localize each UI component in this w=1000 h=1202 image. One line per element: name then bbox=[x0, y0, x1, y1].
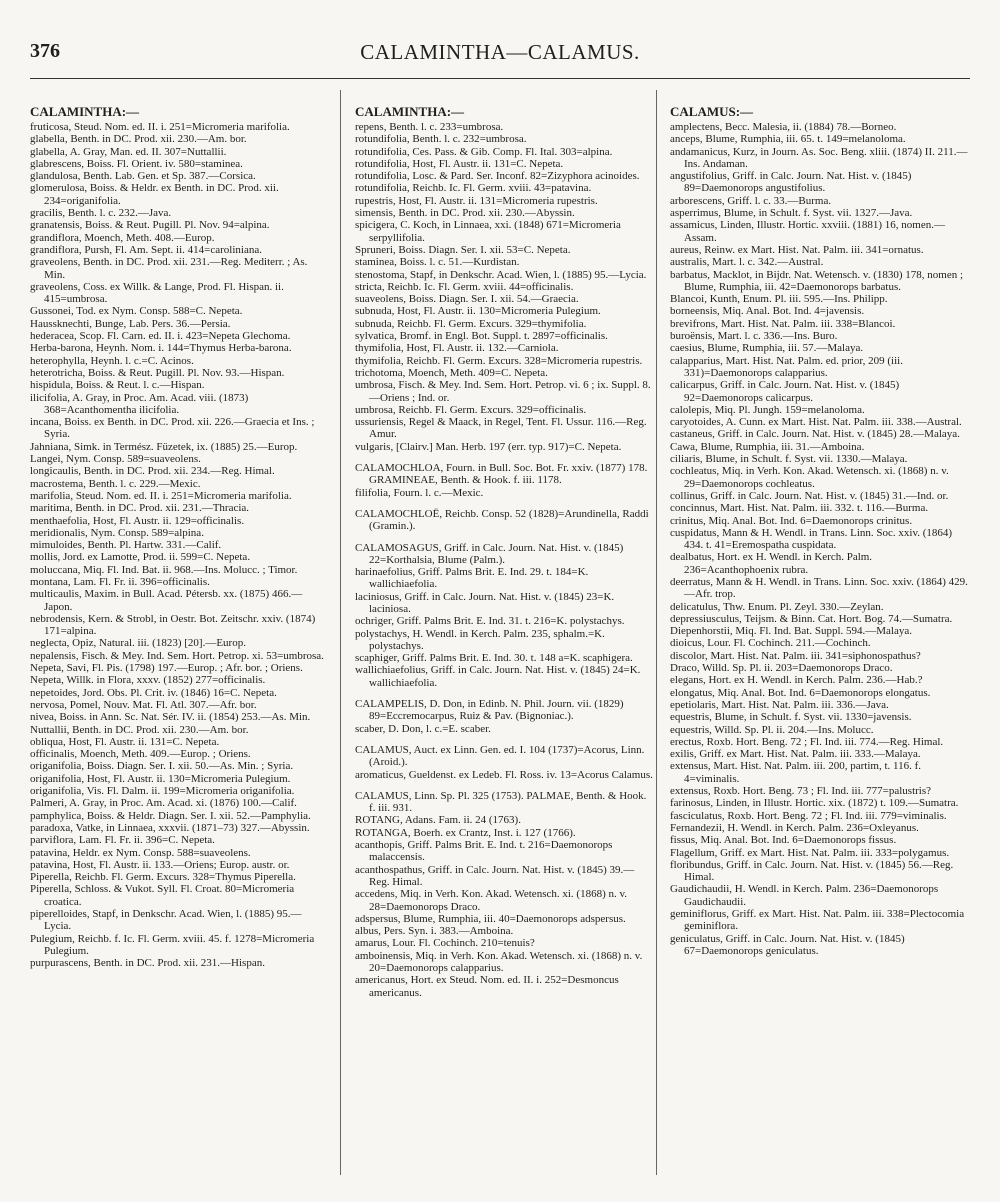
index-entry: crinitus, Miq. Anal. Bot. Ind. 6=Daemonorops crinitus. bbox=[670, 514, 913, 527]
index-entry: incana, Boiss. ex Benth. in DC. Prod. xii. 226.—Graecia et Ins. ; Syria. bbox=[30, 416, 315, 441]
index-entry: montana, Lam. Fl. Fr. ii. 396=officinalis. bbox=[30, 575, 210, 588]
index-entry: elongatus, Miq. Anal. Bot. Ind. 6=Daemonorops elongatus. bbox=[670, 686, 931, 699]
genus-entry: CALAMUS, Auct. ex Linn. Gen. ed. I. 104 (1737)=Acorus, Linn. (Aroid.). bbox=[355, 743, 645, 769]
index-entry: acanthospathus, Griff. in Calc. Journ. Nat. Hist. v. (1845) 39.—Reg. Himal. bbox=[355, 863, 635, 888]
index-entry: thymifolia, Reichb. Fl. Germ. Excurs. 328=Micromeria rupestris. bbox=[355, 354, 643, 367]
index-entry: equestris, Blume, in Schult. f. Syst. vii. 1330=javensis. bbox=[670, 711, 912, 724]
index-entry: staminea, Boiss. l. c. 51.—Kurdistan. bbox=[355, 256, 520, 269]
index-entry: hispidula, Boiss. & Reut. l. c.—Hispan. bbox=[30, 379, 205, 392]
index-entry: Piperella, Reichb. Fl. Germ. Excurs. 328=Thymus Piperella. bbox=[30, 871, 296, 884]
genus-entry: CALAMOCHLOË, Reichb. Consp. 52 (1828)=Arundinella, Raddi (Gramin.). bbox=[355, 507, 649, 533]
index-entry: nepetoides, Jord. Obs. Pl. Crit. iv. (1846) 16=C. Nepeta. bbox=[30, 686, 277, 699]
index-entry: Flagellum, Griff. ex Mart. Hist. Nat. Palm. iii. 333=polygamus. bbox=[670, 846, 950, 859]
index-entry: Nepeta, Willk. in Flora, xxxv. (1852) 277=officinalis. bbox=[30, 674, 266, 687]
index-entry: Gaudichaudii, H. Wendl. in Kerch. Palm. 236=Daemonorops Gaudichaudii. bbox=[670, 883, 939, 908]
index-entry: fissus, Miq. Anal. Bot. Ind. 6=Daemonorops fissus. bbox=[670, 834, 897, 847]
index-entry: Nepeta, Savi, Fl. Pis. (1798) 197.—Europ. ; Afr. bor. ; Oriens. bbox=[30, 662, 303, 675]
index-entry: epetiolaris, Mart. Hist. Nat. Palm. iii. 336.—Java. bbox=[670, 698, 889, 711]
index-entry: exilis, Griff. ex Mart. Hist. Nat. Palm. iii. 333.—Malaya. bbox=[670, 748, 921, 761]
index-entry: spicigera, C. Koch, in Linnaea, xxi. (1848) 671=Micromeria serpyllifolia. bbox=[355, 219, 621, 244]
index-entry: amboinensis, Miq. in Verh. Kon. Akad. Wetensch. xi. (1868) n. v. 20=Daemonorops calapparius. bbox=[355, 949, 643, 974]
index-entry: gracilis, Benth. l. c. 232.—Java. bbox=[30, 207, 172, 220]
index-entry: erectus, Roxb. Hort. Beng. 72 ; Fl. Ind. iii. 774.—Reg. Himal. bbox=[670, 735, 944, 748]
index-entry: barbatus, Macklot, in Bijdr. Nat. Wetensch. v. (1830) 178, nomen ; Blume, Rumphia, iii. 42=Daemonorops barbatus. bbox=[670, 268, 964, 293]
index-entry: discolor, Mart. Hist. Nat. Palm. iii. 341=siphonospathus? bbox=[670, 649, 921, 662]
index-entry: caesius, Blume, Rumphia, iii. 57.—Malaya. bbox=[670, 342, 864, 355]
genus-entry: CALAMOSAGUS, Griff. in Calc. Journ. Nat. Hist. v. (1845) 22=Korthalsia, Blume (Palm.). bbox=[355, 541, 624, 566]
index-entry: glabrescens, Boiss. Fl. Orient. iv. 580=staminea. bbox=[30, 157, 243, 170]
index-entry: heterotricha, Boiss. & Reut. Pugill. Pl. Nov. 93.—Hispan. bbox=[30, 366, 285, 379]
genus-entry: CALAMUS, Linn. Sp. Pl. 325 (1753). PALMAE, Benth. & Hook. f. iii. 931. bbox=[355, 789, 647, 815]
genus-heading: CALAMINTHA:— bbox=[355, 104, 465, 119]
index-entry: cochleatus, Miq. in Verh. Kon. Akad. Wetensch. xi. (1868) n. v. 29=Daemonorops cochleatus. bbox=[670, 465, 949, 490]
index-entry: heterophylla, Heynh. l. c.=C. Acinos. bbox=[30, 354, 194, 367]
index-entry: glabella, Benth. in DC. Prod. xii. 230.—Am. bor. bbox=[30, 133, 247, 146]
index-entry: rotundifolia, Benth. l. c. 232=umbrosa. bbox=[355, 133, 527, 146]
index-entry: nervosa, Pomel, Nouv. Mat. Fl. Atl. 307.—Afr. bor. bbox=[30, 698, 257, 711]
index-entry: rotundifolia, Reichb. Ic. Fl. Germ. xviii. 43=patavina. bbox=[355, 182, 592, 195]
column-divider bbox=[340, 90, 341, 1175]
index-entry: Nuttallii, Benth. in DC. Prod. xii. 230.—Am. bor. bbox=[30, 723, 249, 736]
index-entry: harinaefolius, Griff. Palms Brit. E. Ind. 29. t. 184=K. wallichiaefolia. bbox=[355, 566, 589, 591]
index-entry: vulgaris, [Clairv.] Man. Herb. 197 (err. typ. 917)=C. Nepeta. bbox=[355, 440, 622, 453]
index-entry: extensus, Mart. Hist. Nat. Palm. iii. 200, partim, t. 116. f. 4=viminalis. bbox=[670, 760, 922, 785]
index-entry: concinnus, Mart. Hist. Nat. Palm. iii. 332. t. 116.—Burma. bbox=[670, 502, 929, 515]
index-entry: suaveolens, Boiss. Diagn. Ser. I. xii. 54.—Graecia. bbox=[355, 293, 579, 306]
index-entry: collinus, Griff. in Calc. Journ. Nat. Hist. v. (1845) 31.—Ind. or. bbox=[670, 489, 949, 502]
index-entry: Gussonei, Tod. ex Nym. Consp. 588=C. Nepeta. bbox=[30, 305, 243, 318]
index-entry: Piperella, Schloss. & Vukot. Syll. Fl. Croat. 80=Micromeria croatica. bbox=[30, 883, 295, 908]
index-entry: dealbatus, Hort. ex H. Wendl. in Kerch. Palm. 236=Acanthophoenix rubra. bbox=[670, 551, 873, 576]
index-entry: pamphylica, Boiss. & Heldr. Diagn. Ser. I. xii. 52.—Pamphylia. bbox=[30, 809, 311, 822]
index-entry: stricta, Reichb. Ic. Fl. Germ. xviii. 44=officinalis. bbox=[355, 280, 574, 293]
index-entry: origanifolia, Vis. Fl. Dalm. ii. 199=Micromeria origanifolia. bbox=[30, 785, 295, 798]
column-2 bbox=[355, 92, 653, 1172]
index-entry: calicarpus, Griff. in Calc. Journ. Nat. Hist. v. (1845) 92=Daemonorops calicarpus. bbox=[670, 379, 900, 404]
index-entry: Blancoi, Kunth, Enum. Pl. iii. 595.—Ins. Philipp. bbox=[670, 293, 888, 306]
index-entry: patavina, Host, Fl. Austr. ii. 133.—Oriens; Europ. austr. or. bbox=[30, 858, 290, 871]
index-entry: glabella, A. Gray, Man. ed. II. 307=Nuttallii. bbox=[30, 145, 227, 158]
index-entry: adspersus, Blume, Rumphia, iii. 40=Daemonorops adspersus. bbox=[355, 912, 626, 925]
index-entry: hederacea, Scop. Fl. Carn. ed. II. i. 423=Nepeta Glechoma. bbox=[30, 330, 291, 343]
genus-entry: CALAMPELIS, D. Don, in Edinb. N. Phil. Journ. vii. (1829) 89=Eccremocarpus, Ruiz & Pav. (Bignoniac.). bbox=[355, 698, 624, 723]
index-entry: caryotoides, A. Cunn. ex Mart. Hist. Nat. Palm. iii. 338.—Austral. bbox=[670, 416, 962, 429]
index-entry: paradoxa, Vatke, in Linnaea, xxxvii. (1871–73) 327.—Abyssin. bbox=[30, 821, 310, 834]
index-entry: americanus, Hort. ex Steud. Nom. ed. II. i. 252=Desmoncus americanus. bbox=[355, 974, 619, 999]
index-entry: rotundifolia, Losc. & Pard. Ser. Inconf. 82=Zizyphora acinoides. bbox=[355, 170, 640, 183]
index-entry: rotundifolia, Ces. Pass. & Gib. Comp. Fl. Ital. 303=alpina. bbox=[355, 145, 613, 158]
index-entry: ussuriensis, Regel & Maack, in Regel, Tent. Fl. Ussur. 116.—Reg. Amur. bbox=[355, 416, 647, 441]
index-entry: trichotoma, Moench, Meth. 409=C. Nepeta. bbox=[355, 366, 548, 379]
index-entry: amplectens, Becc. Malesia, ii. (1884) 78.—Borneo. bbox=[670, 121, 897, 133]
column-3 bbox=[670, 92, 968, 1172]
index-entry: obliqua, Host, Fl. Austr. ii. 131=C. Nepeta. bbox=[30, 735, 220, 748]
index-entry: piperelloides, Stapf, in Denkschr. Acad. Wien, l. (1885) 95.—Lycia. bbox=[30, 908, 302, 933]
index-entry: origanifolia, Boiss. Diagn. Ser. I. xii. 50.—As. Min. ; Syria. bbox=[30, 760, 294, 773]
index-entry: arborescens, Griff. l. c. 33.—Burma. bbox=[670, 194, 832, 207]
index-entry: Pulegium, Reichb. f. Ic. Fl. Germ. xviii. 45. f. 1278=Micromeria Pulegium. bbox=[30, 932, 315, 957]
index-entry: mimuloides, Benth. Pl. Hartw. 331.—Calif. bbox=[30, 539, 222, 552]
index-entry: marifolia, Steud. Nom. ed. II. i. 251=Micromeria marifolia. bbox=[30, 489, 292, 502]
index-entry: equestris, Willd. Sp. Pl. ii. 204.—Ins. Molucc. bbox=[670, 723, 874, 736]
index-entry: wallichiaefolius, Griff. in Calc. Journ. Nat. Hist. v. (1845) 24=K. wallichiaefolia. bbox=[355, 664, 641, 689]
index-entry: ochriger, Griff. Palms Brit. E. Ind. 31. t. 216=K. polystachys. bbox=[355, 615, 625, 628]
index-entry: Jahniana, Simk. in Termész. Füzetek, ix. (1885) 25.—Europ. bbox=[30, 440, 298, 453]
index-entry: angustifolius, Griff. in Calc. Journ. Nat. Hist. v. (1845) 89=Daemonorops angustifolius. bbox=[670, 170, 912, 195]
column-1 bbox=[30, 92, 328, 1172]
index-entry: geniculatus, Griff. in Calc. Journ. Nat. Hist. v. (1845) 67=Daemonorops geniculatus. bbox=[670, 932, 905, 957]
index-entry: dioicus, Lour. Fl. Cochinch. 211.—Cochinch. bbox=[670, 637, 871, 650]
index-entry: subnuda, Reichb. Fl. Germ. Excurs. 329=thymifolia. bbox=[355, 317, 587, 330]
index-entry: depressiusculus, Teijsm. & Binn. Cat. Hort. Bog. 74.—Sumatra. bbox=[670, 612, 953, 625]
index-entry: cuspidatus, Mann & H. Wendl. in Trans. Linn. Soc. xxiv. (1864) 434. t. 41=Eremospatha cuspidata. bbox=[670, 526, 953, 552]
index-entry: fruticosa, Steud. Nom. ed. II. i. 251=Micromeria marifolia. bbox=[30, 121, 290, 133]
index-entry: extensus, Roxb. Hort. Beng. 73 ; Fl. Ind. iii. 777=palustris? bbox=[670, 785, 932, 798]
index-entry: delicatulus, Thw. Enum. Pl. Zeyl. 330.—Zeylan. bbox=[670, 600, 884, 613]
index-entry: ciliaris, Blume, in Schult. f. Syst. vii. 1330.—Malaya. bbox=[670, 453, 908, 466]
index-entry: menthaefolia, Host, Fl. Austr. ii. 129=officinalis. bbox=[30, 514, 245, 527]
index-entry: meridionalis, Nym. Consp. 589=alpina. bbox=[30, 526, 204, 539]
index-entry: rupestris, Host, Fl. Austr. ii. 131=Micromeria rupestris. bbox=[355, 194, 598, 207]
index-entry: scaber, D. Don, l. c.=E. scaber. bbox=[355, 722, 491, 735]
genus-entry: CALAMOCHLOA, Fourn. in Bull. Soc. Bot. Fr. xxiv. (1877) 178. GRAMINEAE, Benth. & Hook. f. iii. 1178. bbox=[355, 462, 648, 487]
index-entry: elegans, Hort. ex H. Wendl. in Kerch. Palm. 236.—Hab.? bbox=[670, 674, 923, 687]
page-header bbox=[0, 40, 1000, 70]
index-entry: andamanicus, Kurz, in Journ. As. Soc. Beng. xliii. (1874) II. 211.—Ins. Andaman. bbox=[670, 145, 968, 170]
index-entry: borneensis, Miq. Anal. Bot. Ind. 4=javensis. bbox=[670, 305, 865, 318]
index-entry: nepalensis, Fisch. & Mey. Ind. Sem. Hort. Petrop. xi. 53=umbrosa. bbox=[30, 649, 324, 662]
page-number: 376 bbox=[30, 40, 60, 62]
index-entry: simensis, Benth. in DC. Prod. xii. 230.—Abyssin. bbox=[355, 207, 575, 220]
index-entry: laciniosus, Griff. in Calc. Journ. Nat. Hist. v. (1845) 23=K. laciniosa. bbox=[355, 590, 615, 615]
index-entry: Herba-barona, Heynh. Nom. i. 144=Thymus Herba-barona. bbox=[30, 342, 292, 355]
index-entry: macrostema, Benth. l. c. 229.—Mexic. bbox=[30, 477, 201, 490]
index-entry: albus, Pers. Syn. i. 383.—Amboina. bbox=[355, 925, 514, 938]
index-entry: rotundifolia, Host, Fl. Austr. ii. 131=C. Nepeta. bbox=[355, 157, 564, 170]
index-entry: assamicus, Linden, Illustr. Hortic. xxviii. (1881) 16, nomen.—Assam. bbox=[670, 219, 945, 244]
index-entry: moluccana, Miq. Fl. Ind. Bat. ii. 968.—Ins. Molucc. ; Timor. bbox=[30, 563, 298, 576]
index-entry: deerratus, Mann & H. Wendl. in Trans. Linn. Soc. xxiv. (1864) 429.—Afr. trop. bbox=[670, 575, 968, 601]
index-entry: filifolia, Fourn. l. c.—Mexic. bbox=[355, 486, 484, 499]
index-entry: anceps, Blume, Rumphia, iii. 65. t. 149=melanoloma. bbox=[670, 133, 906, 146]
index-entry: ROTANGA, Boerh. ex Crantz, Inst. i. 127 (1766). bbox=[355, 826, 576, 839]
index-entry: graveolens, Benth. in DC. Prod. xii. 231.—Reg. Mediterr. ; As. Min. bbox=[30, 256, 308, 281]
column-divider bbox=[656, 90, 657, 1175]
index-entry: scaphiger, Griff. Palms Brit. E. Ind. 30. t. 148 a=K. scaphigera. bbox=[355, 652, 633, 665]
running-head: CALAMINTHA—CALAMUS. bbox=[360, 40, 640, 64]
index-entry: Fernandezii, H. Wendl. in Kerch. Palm. 236=Oxleyanus. bbox=[670, 821, 919, 834]
index-entry: neglecta, Opiz, Natural. iii. (1823) [20].—Europ. bbox=[30, 637, 246, 650]
index-entry: aromaticus, Gueldenst. ex Ledeb. Fl. Ross. iv. 13=Acorus Calamus. bbox=[355, 768, 653, 781]
index-entry: thymifolia, Host, Fl. Austr. ii. 132.—Carniola. bbox=[355, 342, 559, 355]
index-entry: nivea, Boiss. in Ann. Sc. Nat. Sér. IV. ii. (1854) 253.—As. Min. bbox=[30, 711, 311, 724]
index-entry: glandulosa, Benth. Lab. Gen. et Sp. 387.—Corsica. bbox=[30, 170, 256, 183]
index-entry: nebrodensis, Kern. & Strobl, in Oestr. Bot. Zeitschr. xxiv. (1874) 171=alpina. bbox=[30, 612, 316, 638]
index-entry: multicaulis, Maxim. in Bull. Acad. Pétersb. xx. (1875) 466.—Japon. bbox=[30, 588, 303, 613]
index-entry: buroënsis, Mart. l. c. 336.—Ins. Buro. bbox=[670, 330, 838, 343]
index-entry: graveolens, Coss. ex Willk. & Lange, Prod. Fl. Hispan. ii. 415=umbrosa. bbox=[30, 280, 284, 306]
index-entry: officinalis, Moench, Meth. 409.—Europ. ; Oriens. bbox=[30, 748, 251, 761]
index-entry: stenostoma, Stapf, in Denkschr. Acad. Wien, l. (1885) 95.—Lycia. bbox=[355, 268, 647, 281]
index-entry: floribundus, Griff. in Calc. Journ. Nat. Hist. v. (1845) 56.—Reg. Himal. bbox=[670, 858, 954, 884]
index-entry: umbrosa, Reichb. Fl. Germ. Excurs. 329=officinalis. bbox=[355, 403, 587, 416]
index-entry: patavina, Heldr. ex Nym. Consp. 588=suaveolens. bbox=[30, 846, 251, 859]
index-entry: longicaulis, Benth. in DC. Prod. xii. 234.—Reg. Himal. bbox=[30, 465, 275, 478]
index-entry: acanthopis, Griff. Palms Brit. E. Ind. t. 216=Daemonorops malaccensis. bbox=[355, 839, 613, 864]
index-entry: umbrosa, Fisch. & Mey. Ind. Sem. Hort. Petrop. vi. 6 ; ix. Suppl. 8.—Oriens ; Ind. or. bbox=[355, 379, 651, 404]
index-entry: castaneus, Griff. in Calc. Journ. Nat. Hist. v. (1845) 28.—Malaya. bbox=[670, 428, 960, 441]
index-entry: glomerulosa, Boiss. & Heldr. ex Benth. in DC. Prod. xii. 234=origanifolia. bbox=[30, 182, 279, 207]
index-entry: subnuda, Host, Fl. Austr. ii. 130=Micromeria Pulegium. bbox=[355, 305, 601, 318]
index-entry: granatensis, Boiss. & Reut. Pugill. Pl. Nov. 94=alpina. bbox=[30, 219, 270, 232]
index-entry: amarus, Lour. Fl. Cochinch. 210=tenuis? bbox=[355, 937, 535, 950]
index-entry: aureus, Reinw. ex Mart. Hist. Nat. Palm. iii. 341=ornatus. bbox=[670, 243, 924, 256]
index-entry: grandiflora, Pursh, Fl. Am. Sept. ii. 414=caroliniana. bbox=[30, 243, 262, 256]
index-entry: Cawa, Blume, Rumphia, iii. 31.—Amboina. bbox=[670, 440, 865, 453]
index-entry: grandiflora, Moench, Meth. 408.—Europ. bbox=[30, 231, 215, 244]
index-entry: ROTANG, Adans. Fam. ii. 24 (1763). bbox=[355, 814, 521, 827]
index-entry: geminiflorus, Griff. ex Mart. Hist. Nat. Palm. iii. 338=Plectocomia geminiflora. bbox=[670, 908, 965, 933]
index-entry: Draco, Willd. Sp. Pl. ii. 203=Daemonorops Draco. bbox=[670, 662, 893, 675]
index-entry: brevifrons, Mart. Hist. Nat. Palm. iii. 338=Blancoi. bbox=[670, 317, 896, 330]
index-entry: sylvatica, Bromf. in Engl. Bot. Suppl. t. 2897=officinalis. bbox=[355, 330, 608, 343]
index-entry: mollis, Jord. ex Lamotte, Prod. ii. 599=C. Nepeta. bbox=[30, 551, 251, 564]
index-entry: calapparius, Mart. Hist. Nat. Palm. ed. prior, 209 (iii. 331)=Daemonorops calapparius. bbox=[670, 354, 903, 379]
genus-heading: CALAMUS:— bbox=[670, 104, 754, 119]
index-entry: Diepenhorstii, Miq. Fl. Ind. Bat. Suppl. 594.—Malaya. bbox=[670, 625, 912, 638]
index-entry: maritima, Benth. in DC. Prod. xii. 231.—Thracia. bbox=[30, 502, 250, 515]
index-entry: calolepis, Miq. Pl. Jungh. 159=melanoloma. bbox=[670, 403, 865, 416]
index-entry: origanifolia, Host, Fl. Austr. ii. 130=Micromeria Pulegium. bbox=[30, 772, 291, 785]
index-entry: parviflora, Lam. Fl. Fr. ii. 396=C. Nepeta. bbox=[30, 834, 215, 847]
index-entry: asperrimus, Blume, in Schult. f. Syst. vii. 1327.—Java. bbox=[670, 207, 913, 220]
header-rule bbox=[30, 78, 970, 79]
genus-heading: CALAMINTHA:— bbox=[30, 104, 140, 119]
index-entry: Palmeri, A. Gray, in Proc. Am. Acad. xi. (1876) 100.—Calif. bbox=[30, 797, 297, 810]
index-entry: ilicifolia, A. Gray, in Proc. Am. Acad. viii. (1873) 368=Acanthomentha ilicifolia. bbox=[30, 391, 249, 416]
index-entry: repens, Benth. l. c. 233=umbrosa. bbox=[355, 121, 504, 133]
index-entry: polystachys, H. Wendl. in Kerch. Palm. 235, sphalm.=K. polystachys. bbox=[355, 627, 605, 652]
index-entry: Haussknechti, Bunge, Lab. Pers. 36.—Persia. bbox=[30, 317, 231, 330]
index-entry: fasciculatus, Roxb. Hort. Beng. 72 ; Fl. Ind. iii. 779=viminalis. bbox=[670, 809, 947, 822]
index-entry: australis, Mart. l. c. 342.—Austral. bbox=[670, 256, 824, 269]
index-entry: accedens, Miq. in Verh. Kon. Akad. Wetensch. xi. (1868) n. v. 28=Daemonorops Draco. bbox=[355, 888, 628, 913]
index-entry: farinosus, Linden, in Illustr. Hortic. xix. (1872) t. 109.—Sumatra. bbox=[670, 797, 959, 810]
index-entry: Langei, Nym. Consp. 589=suaveolens. bbox=[30, 453, 201, 466]
index-entry: purpurascens, Benth. in DC. Prod. xii. 231.—Hispan. bbox=[30, 957, 265, 970]
index-entry: Spruneri, Boiss. Diagn. Ser. I. xii. 53=C. Nepeta. bbox=[355, 243, 571, 256]
